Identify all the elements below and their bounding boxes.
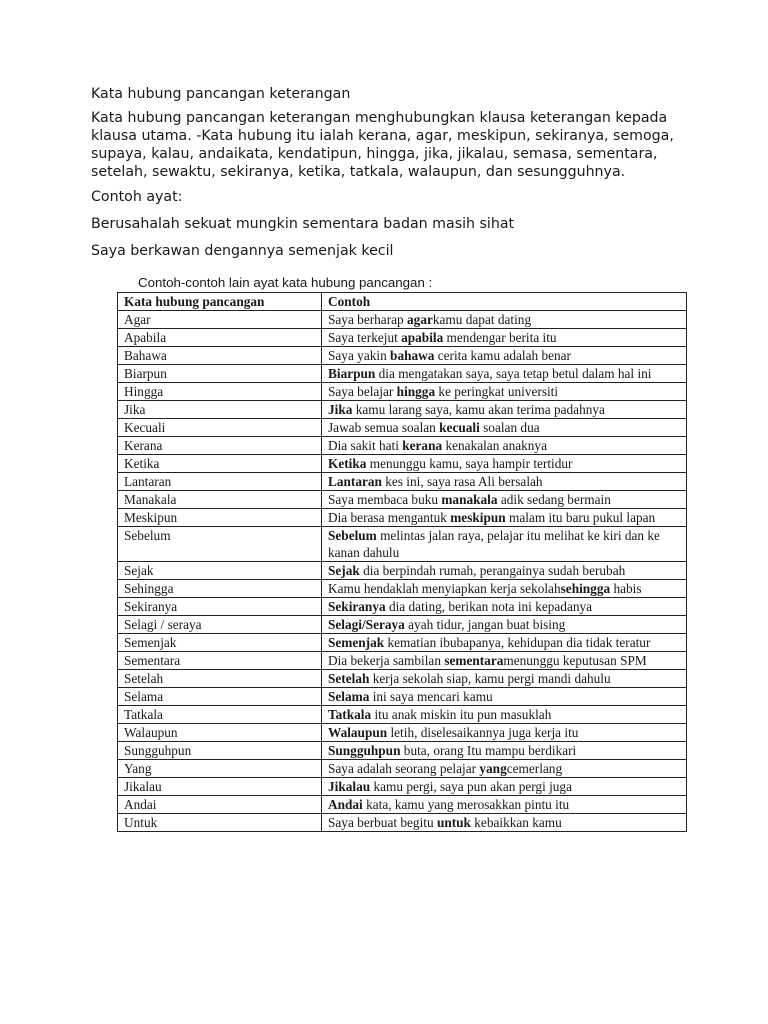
table-row [118, 383, 687, 401]
example-conjunction-bold: hingga [396, 384, 436, 399]
example-cell [322, 634, 687, 652]
example-conjunction-bold: apabila [401, 330, 444, 345]
conjunction-cell: Yang [118, 760, 322, 778]
conjunction-cell: Setelah [118, 670, 322, 688]
example-conjunction-bold: Andai [328, 797, 363, 812]
conjunction-cell: Jikalau [118, 778, 322, 796]
example-cell [322, 383, 687, 401]
example-conjunction-bold: Lantaran [328, 474, 382, 489]
table-row [118, 760, 687, 778]
conjunction-cell: Andai [118, 796, 322, 814]
example-text-after: buta, orang Itu mampu berdikari [400, 743, 577, 758]
example-cell [322, 670, 687, 688]
example-text-after: kenakalan anaknya [442, 438, 547, 453]
table-row [118, 652, 687, 670]
example-text-after: kerja sekolah siap, kamu pergi mandi dahulu [369, 671, 611, 686]
example-text-after: letih, diselesaikannya juga kerja itu [387, 725, 579, 740]
example-conjunction-bold: sehingga [560, 581, 611, 596]
table-row [118, 580, 687, 598]
example-text-after: kamu larang saya, kamu akan terima padahnya [352, 402, 605, 417]
table-row [118, 706, 687, 724]
example-text-before: Saya adalah seorang pelajar [328, 761, 480, 776]
table-row [118, 329, 687, 347]
table-row [118, 437, 687, 455]
example-conjunction-bold: Sungguhpun [328, 743, 401, 758]
table-row [118, 455, 687, 473]
example-cell [322, 437, 687, 455]
example-text-before: Dia bekerja sambilan [328, 653, 445, 668]
example-cell [322, 562, 687, 580]
conjunction-cell: Lantaran [118, 473, 322, 491]
example-conjunction-bold: agar [407, 312, 433, 327]
example-cell [322, 706, 687, 724]
table-row [118, 527, 687, 562]
conjunction-cell: Semenjak [118, 634, 322, 652]
table-row [118, 491, 687, 509]
example-text-after: ayah tidur, jangan buat bising [404, 617, 566, 632]
example-conjunction-bold: Walaupun [328, 725, 388, 740]
example-text-after: ini saya mencari kamu [369, 689, 493, 704]
example-conjunction-bold: bahawa [390, 348, 435, 363]
example-cell [322, 329, 687, 347]
table-row [118, 796, 687, 814]
example-cell [322, 473, 687, 491]
paragraph-line: klausa utama. -Kata hubung itu ialah kerana, agar, meskipun, sekiranya, semoga, [91, 128, 674, 144]
conjunction-cell: Selagi / seraya [118, 616, 322, 634]
table-row [118, 778, 687, 796]
header-example: Contoh [322, 293, 687, 311]
example-conjunction-bold: Semenjak [328, 635, 385, 650]
paragraph-line: supaya, kalau, andaikata, kendatipun, hingga, jika, jikalau, semasa, sementara, [91, 146, 658, 162]
example-conjunction-bold: Selama [328, 689, 370, 704]
example-conjunction-bold: Sekiranya [328, 599, 386, 614]
example-text-before: Jawab semua soalan [328, 420, 440, 435]
conjunction-cell: Bahawa [118, 347, 322, 365]
header-conjunction: Kata hubung pancangan [118, 293, 322, 311]
example-conjunction-bold: kecuali [439, 420, 480, 435]
example-text-after: dia dating, berikan nota ini kepadanya [385, 599, 593, 614]
conjunction-cell: Selama [118, 688, 322, 706]
example-text-after: ke peringkat universiti [435, 384, 559, 399]
example-cell [322, 455, 687, 473]
table-row [118, 347, 687, 365]
example-text-after: dia mengatakan saya, saya tetap betul dalam hal ini [375, 366, 652, 381]
example-sentence-1: Berusahalah sekuat mungkin sementara badan masih sihat [91, 216, 515, 232]
conjunction-cell: Sungguhpun [118, 742, 322, 760]
conjunction-cell: Sehingga [118, 580, 322, 598]
conjunction-cell: Manakala [118, 491, 322, 509]
example-text-before: Saya belajar [328, 384, 397, 399]
example-text-after: cemerlang [506, 761, 563, 776]
conjunction-cell: Sebelum [118, 527, 322, 562]
table-row [118, 634, 687, 652]
conjunction-cell: Untuk [118, 814, 322, 832]
example-conjunction-bold: untuk [436, 815, 471, 830]
example-cell [322, 688, 687, 706]
table-row [118, 598, 687, 616]
example-text-after: kamu pergi, saya pun akan pergi juga [370, 779, 572, 794]
conjunction-cell: Hingga [118, 383, 322, 401]
table-row [118, 814, 687, 832]
conjunction-cell: Apabila [118, 329, 322, 347]
example-cell [322, 419, 687, 437]
example-cell [322, 580, 687, 598]
conjunction-cell: Jika [118, 401, 322, 419]
example-text-before: Saya yakin [328, 348, 391, 363]
conjunction-cell: Sekiranya [118, 598, 322, 616]
conjunction-cell: Meskipun [118, 509, 322, 527]
example-cell [322, 527, 687, 562]
table-row [118, 688, 687, 706]
table-row [118, 365, 687, 383]
example-text-after: habis [610, 581, 642, 596]
example-conjunction-bold: manakala [441, 492, 498, 507]
example-cell [322, 742, 687, 760]
example-cell [322, 616, 687, 634]
table-row [118, 401, 687, 419]
example-cell [322, 652, 687, 670]
example-text-before: Saya terkejut [328, 330, 402, 345]
table-row [118, 473, 687, 491]
conjunction-cell: Tatkala [118, 706, 322, 724]
example-conjunction-bold: Sejak [328, 563, 360, 578]
example-text-after: soalan dua [479, 420, 540, 435]
example-cell [322, 401, 687, 419]
example-label: Contoh ayat: [91, 189, 183, 205]
example-text-after: kes ini, saya rasa Ali bersalah [381, 474, 543, 489]
example-cell [322, 311, 687, 329]
example-conjunction-bold: Jika [328, 402, 353, 417]
example-text-after: itu anak miskin itu pun masuklah [371, 707, 552, 722]
example-cell [322, 814, 687, 832]
table-header-row [118, 293, 687, 311]
example-text-after: menunggu kamu, saya hampir tertidur [366, 456, 573, 471]
table-row [118, 509, 687, 527]
example-cell [322, 760, 687, 778]
conjunction-cell: Sementara [118, 652, 322, 670]
conjunction-cell: Kerana [118, 437, 322, 455]
table-row [118, 311, 687, 329]
example-text-after: kamu dapat dating [432, 312, 532, 327]
example-conjunction-bold: meskipun [450, 510, 506, 525]
table-row [118, 616, 687, 634]
example-cell [322, 365, 687, 383]
table-caption: Contoh-contoh lain ayat kata hubung pancangan : [138, 275, 433, 290]
example-text-after: cerita kamu adalah benar [434, 348, 571, 363]
example-text-after: melintas jalan raya, pelajar itu melihat ke kiri dan ke kanan dahulu [328, 528, 660, 560]
table-body [118, 311, 687, 832]
example-conjunction-bold: Biarpun [328, 366, 376, 381]
table-row [118, 670, 687, 688]
example-cell [322, 778, 687, 796]
example-text-before: Kamu hendaklah menyiapkan kerja sekolah [328, 581, 561, 596]
conjunction-cell: Ketika [118, 455, 322, 473]
example-text-before: Dia berasa mengantuk [328, 510, 451, 525]
paragraph-line: setelah, sewaktu, sekiranya, ketika, tatkala, walaupun, dan sesungguhnya. [91, 164, 626, 180]
example-text-after: adik sedang bermain [497, 492, 611, 507]
example-text-before: Dia sakit hati [328, 438, 403, 453]
example-conjunction-bold: yang [479, 761, 507, 776]
example-text-after: dia berpindah rumah, perangainya sudah berubah [359, 563, 626, 578]
conjunction-cell: Kecuali [118, 419, 322, 437]
table-row [118, 562, 687, 580]
intro-paragraph [91, 109, 691, 181]
example-cell [322, 796, 687, 814]
example-conjunction-bold: Selagi/Seraya [328, 617, 405, 632]
section-heading: Kata hubung pancangan keterangan [91, 86, 351, 102]
example-text-after: malam itu baru pukul lapan [505, 510, 656, 525]
paragraph-line: Kata hubung pancangan keterangan menghubungkan klausa keterangan kepada [91, 110, 668, 126]
table-row [118, 742, 687, 760]
example-cell [322, 724, 687, 742]
example-conjunction-bold: Sebelum [328, 528, 377, 543]
example-text-after: kata, kamu yang merosakkan pintu itu [362, 797, 570, 812]
example-conjunction-bold: Ketika [328, 456, 367, 471]
example-conjunction-bold: sementara [444, 653, 504, 668]
conjunction-cell: Walaupun [118, 724, 322, 742]
example-conjunction-bold: kerana [402, 438, 443, 453]
example-conjunction-bold: Tatkala [328, 707, 372, 722]
example-cell [322, 491, 687, 509]
example-text-before: Saya membaca buku [328, 492, 442, 507]
conjunction-cell: Agar [118, 311, 322, 329]
example-cell [322, 347, 687, 365]
conjunction-cell: Biarpun [118, 365, 322, 383]
example-cell [322, 509, 687, 527]
table-row [118, 724, 687, 742]
example-text-after: menunggu keputusan SPM [503, 653, 647, 668]
example-sentence-2: Saya berkawan dengannya semenjak kecil [91, 243, 394, 259]
example-conjunction-bold: Jikalau [328, 779, 371, 794]
example-conjunction-bold: Setelah [328, 671, 370, 686]
example-text-after: kebaikkan kamu [470, 815, 562, 830]
example-text-before: Saya berharap [328, 312, 408, 327]
conjunction-table [117, 292, 687, 832]
example-text-after: mendengar berita itu [443, 330, 557, 345]
example-text-before: Saya berbuat begitu [328, 815, 437, 830]
table-row [118, 419, 687, 437]
example-cell [322, 598, 687, 616]
example-text-after: kematian ibubapanya, kehidupan dia tidak teratur [384, 635, 651, 650]
conjunction-cell: Sejak [118, 562, 322, 580]
